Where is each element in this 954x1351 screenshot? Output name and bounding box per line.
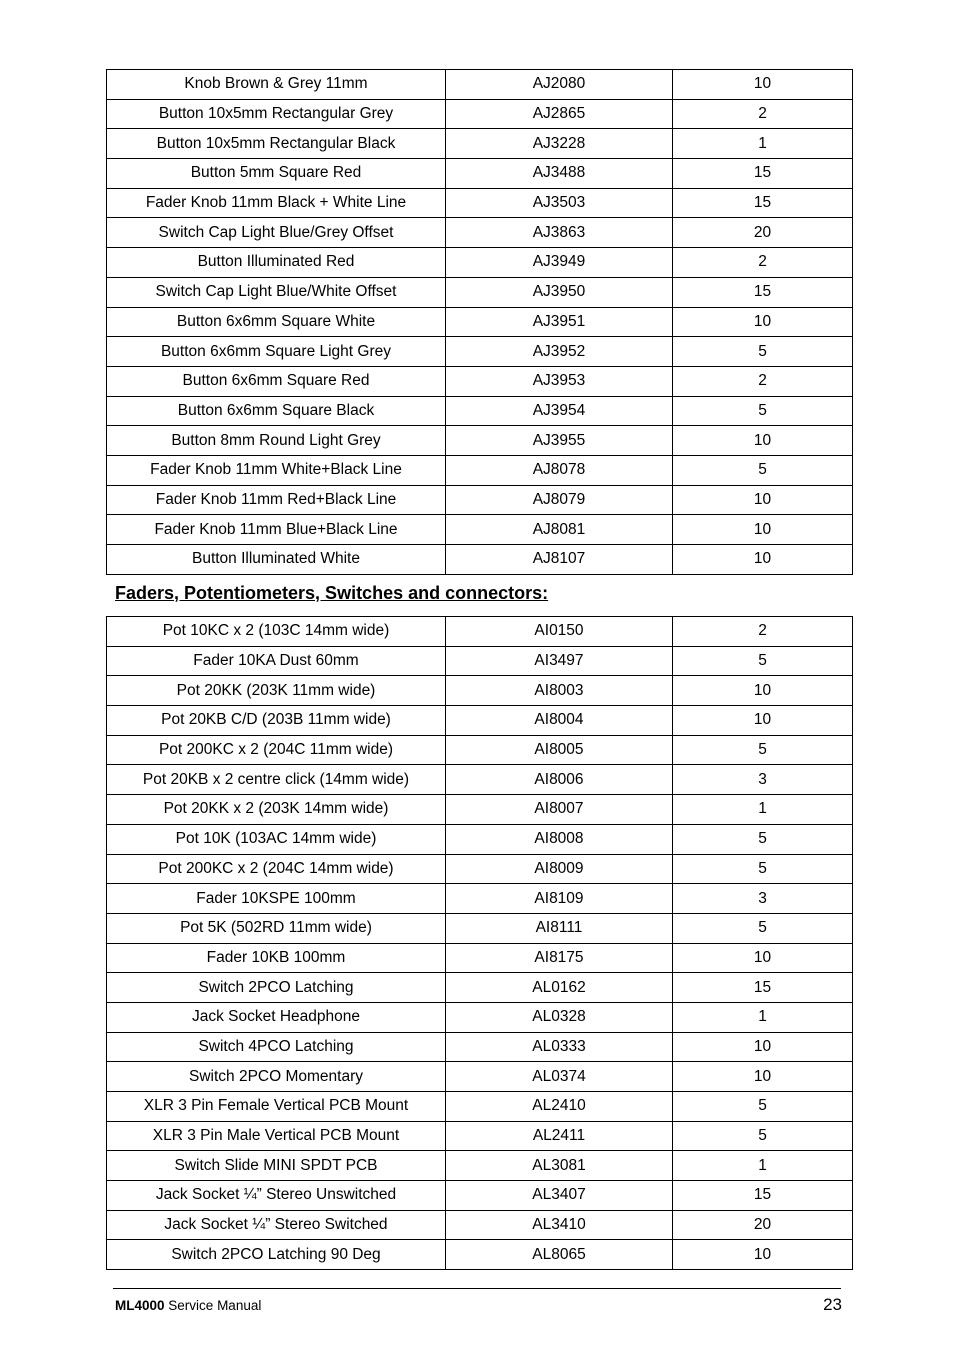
part-description: Pot 20KK x 2 (203K 14mm wide) [107, 795, 446, 825]
part-number: AJ3949 [446, 248, 673, 278]
table-row [107, 973, 853, 1003]
part-description: Pot 10K (103AC 14mm wide) [107, 824, 446, 854]
part-description: Fader Knob 11mm Blue+Black Line [107, 515, 446, 545]
table-row [107, 854, 853, 884]
part-description: Button 10x5mm Rectangular Grey [107, 99, 446, 129]
table-row [107, 676, 853, 706]
part-number: AJ8107 [446, 545, 673, 575]
part-number: AL0162 [446, 973, 673, 1003]
quantity: 15 [673, 188, 853, 218]
quantity: 10 [673, 1240, 853, 1270]
table-row [107, 1240, 853, 1270]
part-number: AI8109 [446, 884, 673, 914]
part-number: AL0333 [446, 1032, 673, 1062]
quantity: 20 [673, 1210, 853, 1240]
table-row [107, 426, 853, 456]
part-number: AI8008 [446, 824, 673, 854]
table-row [107, 1121, 853, 1151]
table-row [107, 1210, 853, 1240]
part-description: Jack Socket ¼” Stereo Switched [107, 1210, 446, 1240]
quantity: 20 [673, 218, 853, 248]
quantity: 10 [673, 943, 853, 973]
part-description: Button 6x6mm Square Light Grey [107, 337, 446, 367]
quantity: 5 [673, 1121, 853, 1151]
quantity: 3 [673, 765, 853, 795]
part-description: XLR 3 Pin Female Vertical PCB Mount [107, 1092, 446, 1122]
part-description: Switch Cap Light Blue/White Offset [107, 277, 446, 307]
quantity: 5 [673, 1092, 853, 1122]
part-number: AL3081 [446, 1151, 673, 1181]
part-description: Button 6x6mm Square Red [107, 366, 446, 396]
part-description: Button 10x5mm Rectangular Black [107, 129, 446, 159]
table-row [107, 1032, 853, 1062]
quantity: 15 [673, 973, 853, 1003]
part-description: Switch Cap Light Blue/Grey Offset [107, 218, 446, 248]
table-row [107, 455, 853, 485]
part-number: AI8004 [446, 706, 673, 736]
table-row [107, 188, 853, 218]
part-number: AJ3955 [446, 426, 673, 456]
page-number: 23 [823, 1295, 842, 1314]
table-row [107, 485, 853, 515]
part-number: AJ2080 [446, 70, 673, 100]
part-description: Pot 200KC x 2 (204C 11mm wide) [107, 735, 446, 765]
table-row [107, 1002, 853, 1032]
part-number: AI8006 [446, 765, 673, 795]
part-description: Switch Slide MINI SPDT PCB [107, 1151, 446, 1181]
section-heading: Faders, Potentiometers, Switches and connectors: [115, 583, 549, 603]
part-description: Fader 10KSPE 100mm [107, 884, 446, 914]
table-row [107, 277, 853, 307]
table-row [107, 70, 853, 100]
quantity: 5 [673, 337, 853, 367]
quantity: 5 [673, 735, 853, 765]
part-number: AJ3953 [446, 366, 673, 396]
quantity: 2 [673, 366, 853, 396]
part-description: Button 8mm Round Light Grey [107, 426, 446, 456]
part-number: AJ3954 [446, 396, 673, 426]
quantity: 5 [673, 455, 853, 485]
quantity: 5 [673, 913, 853, 943]
part-number: AJ3488 [446, 159, 673, 189]
part-number: AI8003 [446, 676, 673, 706]
table-row [107, 545, 853, 575]
part-number: AJ3952 [446, 337, 673, 367]
quantity: 15 [673, 159, 853, 189]
part-number: AL0328 [446, 1002, 673, 1032]
part-number: AJ8081 [446, 515, 673, 545]
part-number: AI0150 [446, 617, 673, 647]
table-row [107, 1181, 853, 1211]
part-number: AI8111 [446, 913, 673, 943]
table-row [107, 99, 853, 129]
part-number: AL0374 [446, 1062, 673, 1092]
quantity: 15 [673, 277, 853, 307]
quantity: 2 [673, 248, 853, 278]
part-description: Switch 4PCO Latching [107, 1032, 446, 1062]
table-row [107, 159, 853, 189]
part-description: Pot 20KB x 2 centre click (14mm wide) [107, 765, 446, 795]
quantity: 2 [673, 99, 853, 129]
table-row [107, 795, 853, 825]
part-description: Switch 2PCO Momentary [107, 1062, 446, 1092]
quantity: 10 [673, 515, 853, 545]
part-description: Jack Socket ¼” Stereo Unswitched [107, 1181, 446, 1211]
part-description: Button 6x6mm Square White [107, 307, 446, 337]
part-number: AL2410 [446, 1092, 673, 1122]
part-number: AI3497 [446, 646, 673, 676]
quantity: 5 [673, 646, 853, 676]
table-row [107, 646, 853, 676]
part-description: Fader 10KA Dust 60mm [107, 646, 446, 676]
table-row [107, 765, 853, 795]
part-number: AI8175 [446, 943, 673, 973]
table-row [107, 129, 853, 159]
part-number: AL2411 [446, 1121, 673, 1151]
part-number: AJ3228 [446, 129, 673, 159]
table-row [107, 1151, 853, 1181]
quantity: 10 [673, 1032, 853, 1062]
table-row [107, 1092, 853, 1122]
footer-title: Service Manual [168, 1298, 262, 1313]
table-row [107, 617, 853, 647]
table-row [107, 884, 853, 914]
part-number: AJ3951 [446, 307, 673, 337]
quantity: 10 [673, 676, 853, 706]
quantity: 5 [673, 824, 853, 854]
part-description: Pot 200KC x 2 (204C 14mm wide) [107, 854, 446, 884]
quantity: 1 [673, 1002, 853, 1032]
quantity: 5 [673, 854, 853, 884]
part-description: Fader 10KB 100mm [107, 943, 446, 973]
quantity: 10 [673, 485, 853, 515]
part-number: AJ2865 [446, 99, 673, 129]
part-number: AJ8078 [446, 455, 673, 485]
table-row [107, 1062, 853, 1092]
part-description: Knob Brown & Grey 11mm [107, 70, 446, 100]
part-description: Pot 20KB C/D (203B 11mm wide) [107, 706, 446, 736]
part-number: AJ3863 [446, 218, 673, 248]
quantity: 2 [673, 617, 853, 647]
part-description: Button Illuminated Red [107, 248, 446, 278]
part-description: Pot 20KK (203K 11mm wide) [107, 676, 446, 706]
parts-table-faders-pots-switches [106, 616, 853, 1270]
part-description: Fader Knob 11mm Black + White Line [107, 188, 446, 218]
part-description: Jack Socket Headphone [107, 1002, 446, 1032]
part-number: AI8005 [446, 735, 673, 765]
quantity: 15 [673, 1181, 853, 1211]
table-row [107, 396, 853, 426]
part-description: Button 5mm Square Red [107, 159, 446, 189]
part-number: AJ8079 [446, 485, 673, 515]
table-row [107, 943, 853, 973]
part-number: AL3410 [446, 1210, 673, 1240]
table-row [107, 735, 853, 765]
part-description: Switch 2PCO Latching 90 Deg [107, 1240, 446, 1270]
parts-table-knobs-buttons [106, 69, 853, 575]
footer-divider [113, 1288, 841, 1289]
part-description: XLR 3 Pin Male Vertical PCB Mount [107, 1121, 446, 1151]
part-number: AL8065 [446, 1240, 673, 1270]
part-number: AJ3950 [446, 277, 673, 307]
quantity: 10 [673, 706, 853, 736]
table-row [107, 248, 853, 278]
part-description: Switch 2PCO Latching [107, 973, 446, 1003]
footer-manual-title [115, 1298, 261, 1313]
quantity: 10 [673, 307, 853, 337]
quantity: 3 [673, 884, 853, 914]
quantity: 10 [673, 70, 853, 100]
quantity: 10 [673, 1062, 853, 1092]
part-number: AI8009 [446, 854, 673, 884]
quantity: 1 [673, 795, 853, 825]
table-row [107, 706, 853, 736]
footer-model: ML4000 [115, 1298, 165, 1313]
part-number: AI8007 [446, 795, 673, 825]
table-row [107, 515, 853, 545]
part-description: Pot 10KC x 2 (103C 14mm wide) [107, 617, 446, 647]
table-row [107, 218, 853, 248]
part-description: Button 6x6mm Square Black [107, 396, 446, 426]
part-description: Button Illuminated White [107, 545, 446, 575]
part-description: Fader Knob 11mm White+Black Line [107, 455, 446, 485]
part-number: AL3407 [446, 1181, 673, 1211]
table-row [107, 824, 853, 854]
table-row [107, 337, 853, 367]
table-row [107, 366, 853, 396]
quantity: 10 [673, 545, 853, 575]
quantity: 5 [673, 396, 853, 426]
part-number: AJ3503 [446, 188, 673, 218]
table-row [107, 307, 853, 337]
quantity: 10 [673, 426, 853, 456]
quantity: 1 [673, 1151, 853, 1181]
part-description: Fader Knob 11mm Red+Black Line [107, 485, 446, 515]
part-description: Pot 5K (502RD 11mm wide) [107, 913, 446, 943]
quantity: 1 [673, 129, 853, 159]
table-row [107, 913, 853, 943]
